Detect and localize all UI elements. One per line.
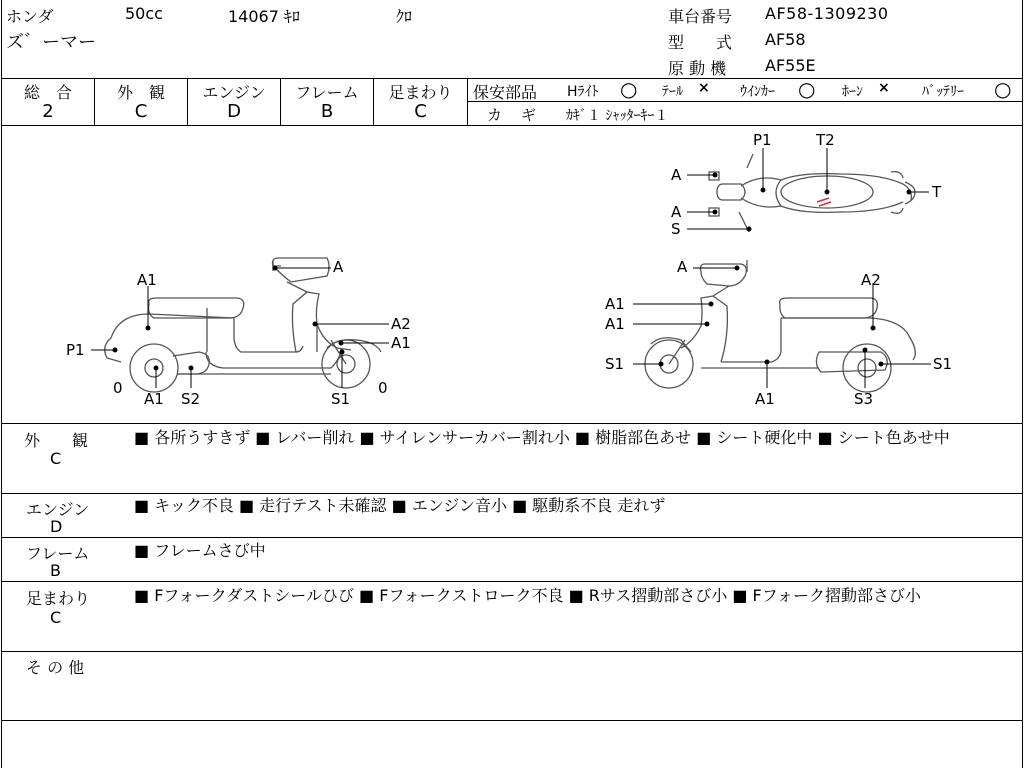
- grade-value-overall: 2: [42, 101, 54, 122]
- section-grade-exterior: C: [50, 449, 62, 468]
- maker: ホンダ: [6, 7, 54, 26]
- section-text-frame: ■ フレームさび中: [134, 541, 266, 560]
- rule-header: [1, 78, 1023, 79]
- label-right-a2: A2: [861, 271, 881, 289]
- displacement: 50cc: [125, 4, 163, 23]
- scooter-top-view: [709, 154, 915, 232]
- safety-mark-horn: ×: [878, 80, 890, 96]
- label-left-p1: P1: [66, 341, 85, 359]
- label-left-s1: S1: [331, 390, 351, 408]
- safety-mark-battery: ○: [994, 77, 1012, 101]
- label-left-a1-seat: A1: [137, 271, 157, 289]
- safety-mark-winker: ○: [798, 77, 816, 101]
- grade-label-suspension: 足まわり: [388, 83, 453, 102]
- section-label-exterior: 外 観: [24, 431, 89, 450]
- label-right-a1-upper: A1: [605, 295, 625, 313]
- section-grade-suspension: C: [50, 608, 62, 627]
- section-text-exterior: ■ 各所うすきず ■ レバー削れ ■ サイレンサーカバー割れ小 ■ 樹脂部色あせ ■ シート硬化中 ■ シート色あせ中: [134, 428, 950, 447]
- section-label-frame: フレーム: [26, 544, 90, 563]
- grade-value-exterior: C: [134, 101, 148, 122]
- label-top-a-lower: A: [671, 203, 682, 221]
- label-left-s2: S2: [181, 390, 201, 408]
- label-right-a: A: [677, 258, 688, 276]
- key-value: ｶｷﾞ１ ｼｬｯﾀｰｷｰ１: [566, 108, 669, 124]
- section-text-suspension: ■ Fフォークダストシールひび ■ Fフォークストローク不良 ■ Rサス摺動部さび小 ■ Fフォーク摺動部さび小: [134, 586, 921, 605]
- label-left-a2: A2: [391, 315, 411, 333]
- label-right-s3: S3: [854, 390, 874, 408]
- color: ｸﾛ: [396, 7, 413, 26]
- type-value: AF58: [765, 30, 806, 49]
- grade-value-engine: D: [227, 101, 241, 122]
- label-left-a1-front: A1: [391, 334, 411, 352]
- grade-label-frame: フレーム: [295, 83, 359, 102]
- rule-sec5: [1, 720, 1023, 721]
- label-left-0-rear: 0: [113, 379, 123, 397]
- damage-mark: [817, 198, 831, 206]
- damage-diagram: [1, 126, 1023, 423]
- label-top-p1: P1: [753, 131, 772, 149]
- section-grade-frame: B: [50, 561, 61, 580]
- rule-sec4: [1, 651, 1023, 652]
- divider: [467, 78, 468, 125]
- section-label-other: そ の 他: [26, 658, 85, 677]
- rule-sec1: [1, 493, 1023, 494]
- section-label-engine: エンジン: [26, 500, 90, 519]
- section-text-engine: ■ キック不良 ■ 走行テスト未確認 ■ エンジン音小 ■ 駆動系不良 走れず: [134, 496, 666, 515]
- leader-lines: [91, 148, 931, 388]
- grade-label-overall: 総 合: [23, 83, 72, 102]
- label-top-t: T: [932, 183, 942, 201]
- rule-diagram: [1, 423, 1023, 424]
- label-right-a1-lower: A1: [605, 315, 625, 333]
- label-right-a1-floor: A1: [755, 390, 775, 408]
- frame-no: AF58-1309230: [765, 4, 889, 23]
- rule-sec3: [1, 581, 1023, 582]
- label-left-a1-wheel: A1: [144, 390, 164, 408]
- label-right-s1-rear: S1: [933, 355, 953, 373]
- type-label: 型 式: [668, 33, 733, 52]
- model-name: ズ゛ーマー: [6, 32, 96, 53]
- label-left-0-front: 0: [378, 379, 388, 397]
- grade-value-suspension: C: [414, 101, 427, 122]
- grade-value-frame: B: [320, 101, 334, 122]
- label-top-t2: T2: [816, 131, 835, 149]
- safety-mark-tail: ×: [698, 80, 710, 96]
- engine-value: AF55E: [765, 56, 816, 75]
- grade-label-exterior: 外 観: [116, 83, 165, 102]
- label-right-s1-front: S1: [605, 355, 625, 373]
- label-top-s: S: [671, 220, 681, 238]
- safety-mark-headlight: ○: [620, 77, 638, 101]
- safety-label: 保安部品: [473, 83, 538, 102]
- frame-no-label: 車台番号: [668, 7, 733, 26]
- safety-item-horn: ﾎｰﾝ: [842, 84, 863, 100]
- rule-sec2: [1, 537, 1023, 538]
- mileage: 14067 ｷﾛ: [228, 7, 300, 26]
- safety-item-winker: ｳｲﾝｶｰ: [740, 84, 775, 100]
- label-left-a-handle: A: [333, 258, 344, 276]
- safety-item-headlight: Hﾗｲﾄ: [567, 84, 599, 100]
- key-label: カ ギ: [487, 106, 539, 124]
- label-top-a-upper: A: [671, 166, 682, 184]
- diagram-labels: [66, 131, 952, 408]
- section-label-suspension: 足まわり: [26, 589, 91, 608]
- safety-item-battery: ﾊﾞｯﾃﾘｰ: [922, 84, 964, 100]
- grade-label-engine: エンジン: [202, 83, 266, 102]
- engine-label: 原 動 機: [668, 59, 727, 78]
- rule-safety: [467, 101, 1023, 102]
- safety-item-tail: ﾃｰﾙ: [662, 84, 683, 100]
- section-grade-engine: D: [50, 517, 63, 536]
